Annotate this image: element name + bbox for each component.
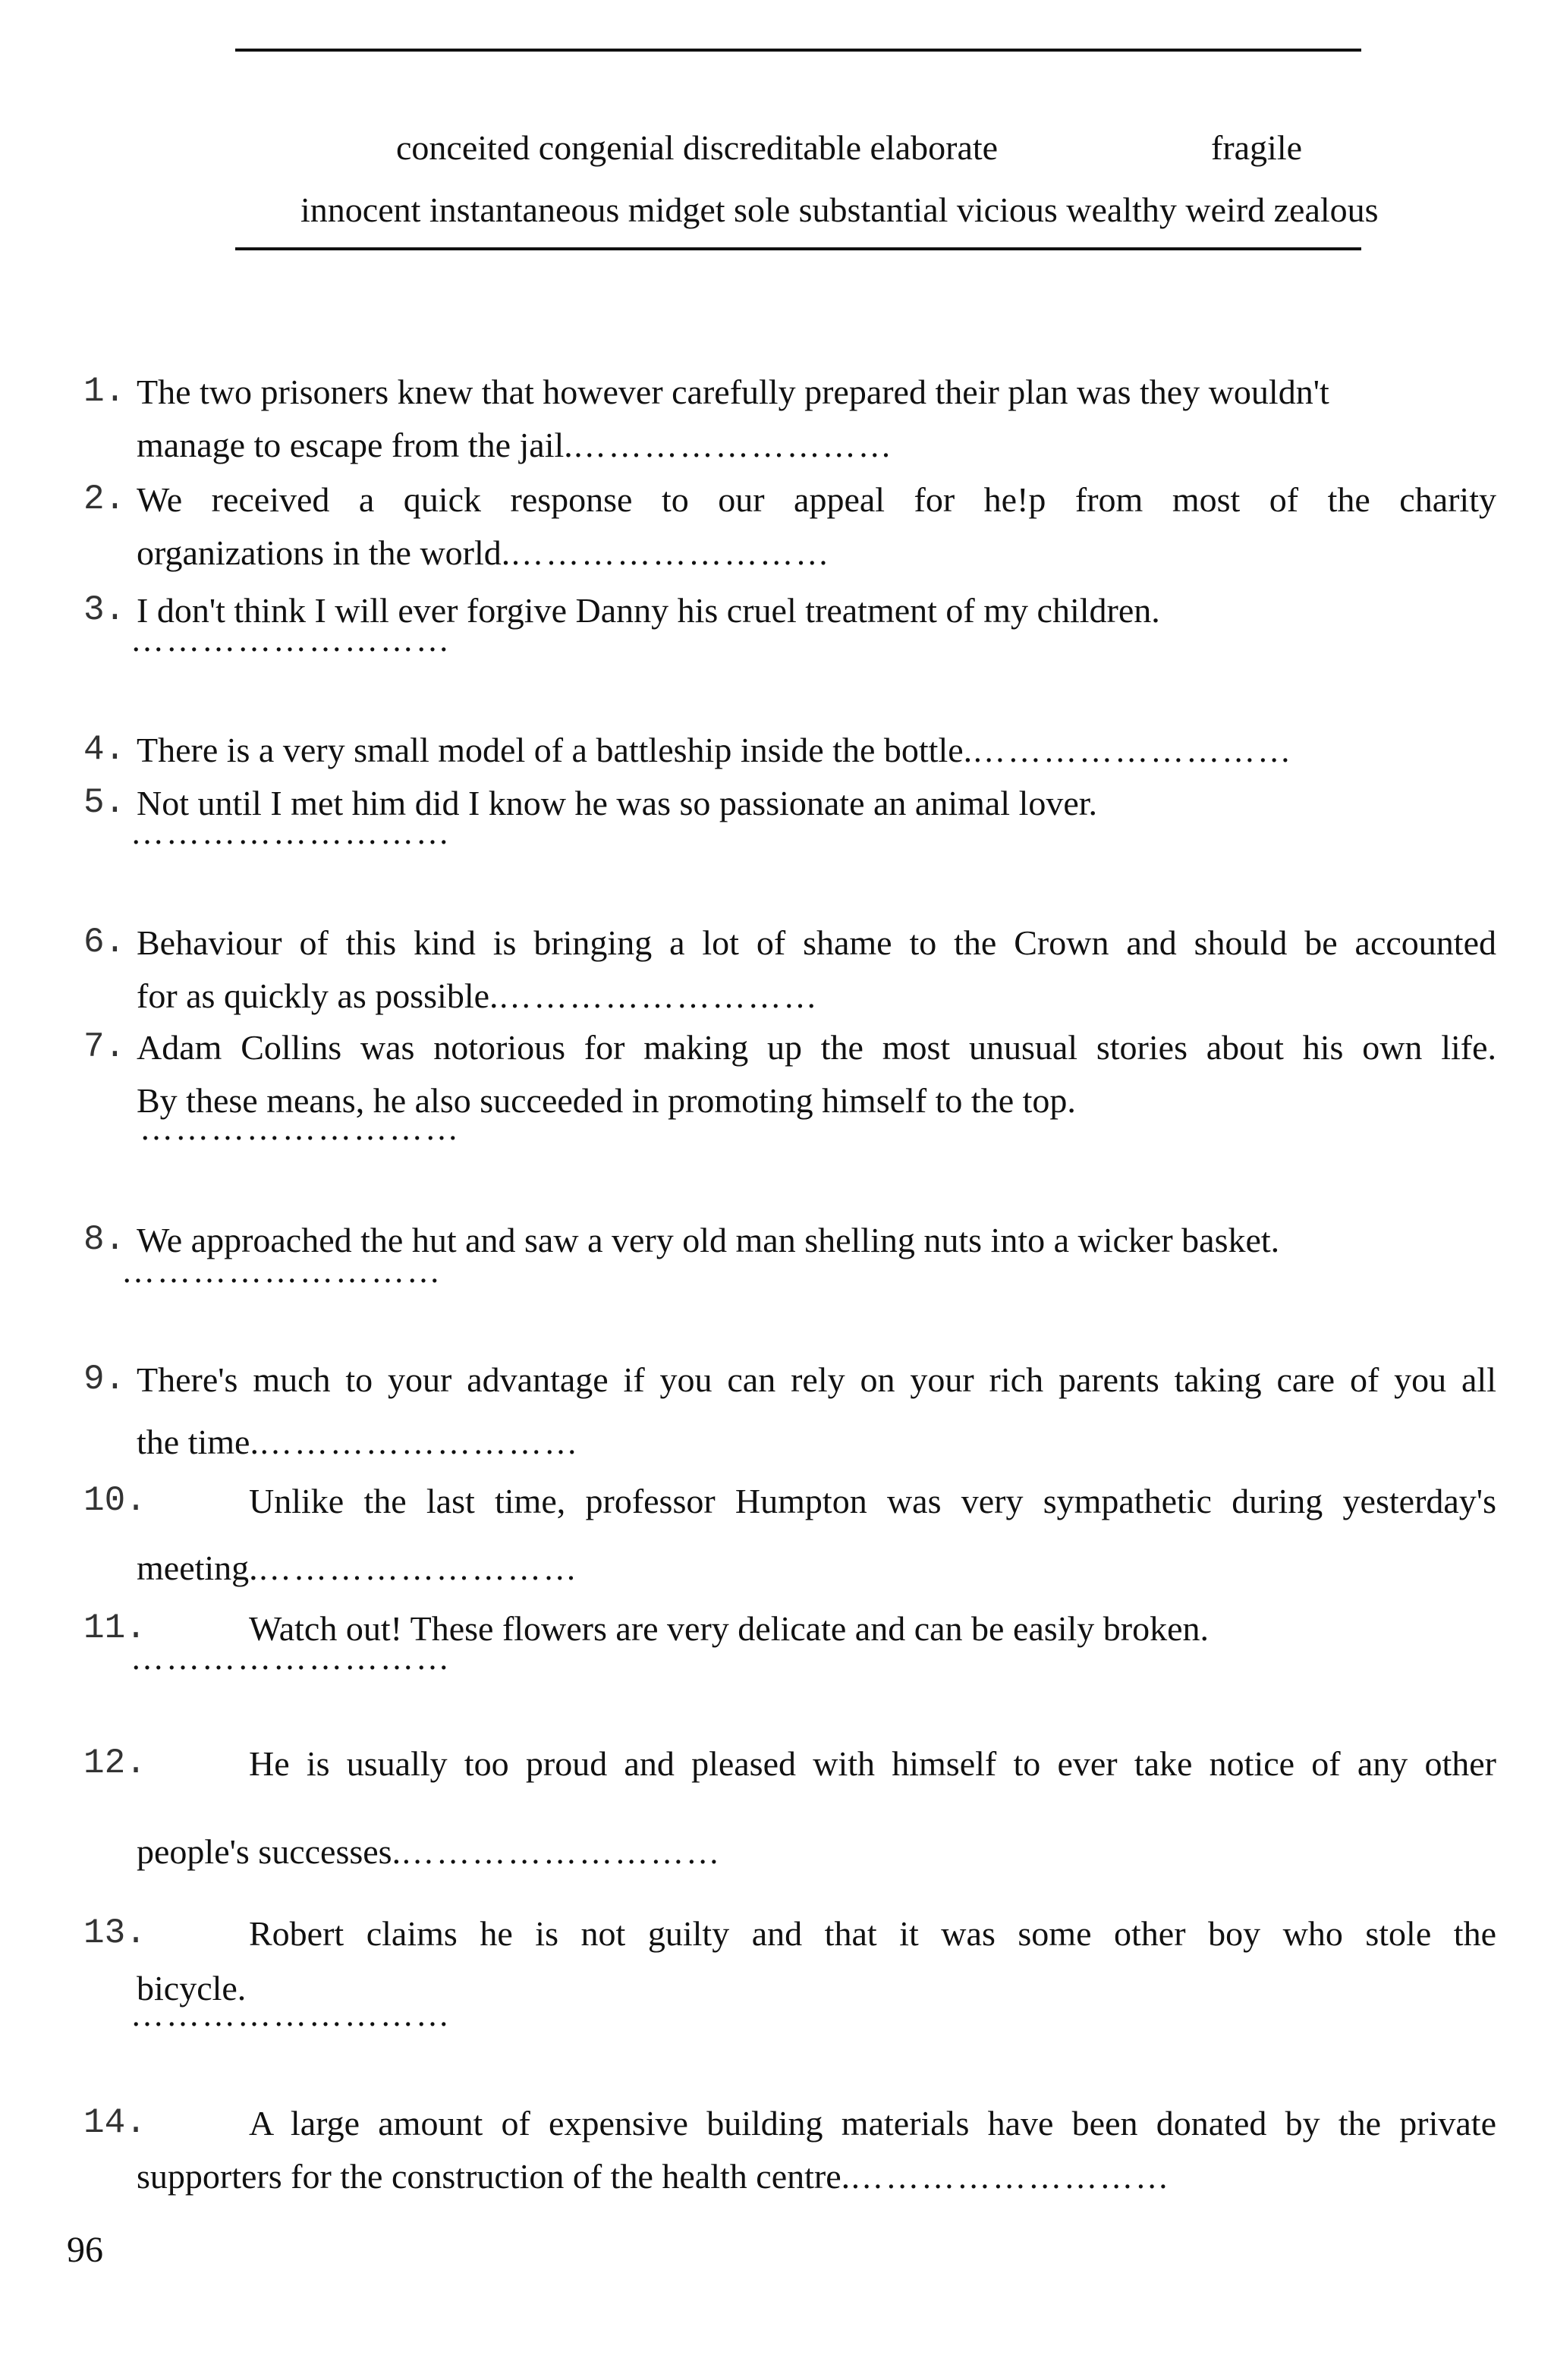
item-text: supporters for the construction of the health centre. xyxy=(137,2157,851,2196)
word-box-line-1: conceited congenial discreditable elaborate xyxy=(396,128,999,167)
answer-blank[interactable]: ……………………… xyxy=(131,1996,451,2033)
item-number: 13. xyxy=(83,1913,146,1953)
item-text: There's much to your advantage if you can rely on your rich parents taking care of you all xyxy=(137,1360,1496,1399)
item-text-line xyxy=(137,923,1496,963)
item-text: people's successes. xyxy=(137,1832,401,1871)
item-text: I don't think I will ever forgive Danny his cruel treatment of my children. xyxy=(137,591,1160,630)
item-text-line xyxy=(249,1481,1496,1521)
word-box-line-1-last: fragile xyxy=(1211,128,1303,167)
page-number: 96 xyxy=(67,2230,103,2270)
item-text-line xyxy=(249,1743,1496,1784)
item-number: 6. xyxy=(83,923,126,962)
answer-blank[interactable]: ……………………… xyxy=(131,814,451,851)
item-text: bicycle. xyxy=(137,1969,247,2007)
item-text-line xyxy=(137,1027,1496,1067)
item-number: 1. xyxy=(83,372,126,411)
answer-blank[interactable]: ……………………… xyxy=(498,978,819,1015)
answer-blank[interactable]: ……………………… xyxy=(140,1110,461,1147)
item-number: 12. xyxy=(83,1743,146,1783)
item-text-line xyxy=(137,1548,579,1588)
item-text: for as quickly as possible. xyxy=(137,976,499,1015)
item-text: He is usually too proud and pleased with himself to ever take notice of any other xyxy=(249,1744,1496,1783)
item-text: There is a very small model of a battleship inside the bottle. xyxy=(137,731,973,769)
item-number: 8. xyxy=(83,1220,126,1259)
item-text: the time. xyxy=(137,1423,259,1461)
item-text: We received a quick response to our appeal for he!p from most of the charity xyxy=(137,480,1496,519)
answer-blank[interactable]: ……………………… xyxy=(401,1834,722,1871)
item-text-line xyxy=(137,1360,1496,1400)
item-text: Behaviour of this kind is bringing a lot of shame to the Crown and should be accounted xyxy=(137,923,1496,962)
item-text-line xyxy=(137,1831,722,1872)
word-box-bottom-rule xyxy=(235,247,1361,250)
item-text: Watch out! These flowers are very delicate and can be easily broken. xyxy=(249,1609,1209,1648)
item-number: 3. xyxy=(83,590,126,630)
answer-blank[interactable]: ……………………… xyxy=(972,732,1294,769)
answer-blank[interactable]: ……………………… xyxy=(131,621,451,659)
item-number: 9. xyxy=(83,1360,126,1399)
answer-blank[interactable]: ……………………… xyxy=(510,535,832,572)
word-box-line-2: innocent instantaneous midget sole substantial vicious wealthy weird zealous xyxy=(300,190,1379,229)
item-text: Adam Collins was notorious for making up the most unusual stories about his own life. xyxy=(137,1028,1496,1067)
item-text: organizations in the world. xyxy=(137,533,511,572)
item-number: 10. xyxy=(83,1481,146,1520)
item-text: Robert claims he is not guilty and that it was some other boy who stole the xyxy=(249,1914,1496,1953)
item-text-line xyxy=(137,2156,1171,2196)
word-box-top-rule xyxy=(235,49,1361,52)
answer-blank[interactable]: ……………………… xyxy=(121,1253,442,1290)
item-text: meeting. xyxy=(137,1548,258,1587)
item-text: Unlike the last time, professor Humpton was very sympathetic during yesterday's xyxy=(249,1482,1496,1520)
answer-blank[interactable]: ……………………… xyxy=(131,1640,451,1677)
item-number: 7. xyxy=(83,1027,126,1067)
answer-blank[interactable]: ……………………… xyxy=(850,2158,1172,2196)
item-text-line xyxy=(137,533,831,573)
item-text: The two prisoners knew that however carefully prepared their plan was they wouldn't xyxy=(137,373,1329,411)
answer-blank[interactable]: ……………………… xyxy=(572,427,894,464)
item-text: By these means, he also succeeded in promoting himself to the top. xyxy=(137,1081,1076,1120)
item-text-line xyxy=(249,1913,1496,1954)
item-text: We approached the hut and saw a very old man shelling nuts into a wicker basket. xyxy=(137,1221,1280,1259)
item-number: 11. xyxy=(83,1608,146,1648)
item-number: 14. xyxy=(83,2103,146,2143)
item-text: A large amount of expensive building materials have been donated by the private xyxy=(249,2104,1496,2143)
item-text-line xyxy=(137,372,1496,412)
item-text-line xyxy=(137,1422,580,1462)
item-text-line xyxy=(137,730,1293,770)
item-text-line xyxy=(137,425,894,465)
answer-blank[interactable]: ……………………… xyxy=(258,1424,580,1461)
item-number: 5. xyxy=(83,783,126,822)
item-number: 2. xyxy=(83,479,126,519)
item-text: Not until I met him did I know he was so passionate an animal lover. xyxy=(137,784,1098,822)
item-text-line xyxy=(249,2103,1496,2143)
item-text-line xyxy=(137,479,1496,520)
item-text: manage to escape from the jail. xyxy=(137,426,573,464)
answer-blank[interactable]: ……………………… xyxy=(257,1550,579,1587)
item-text-line xyxy=(137,976,819,1016)
item-number: 4. xyxy=(83,730,126,769)
